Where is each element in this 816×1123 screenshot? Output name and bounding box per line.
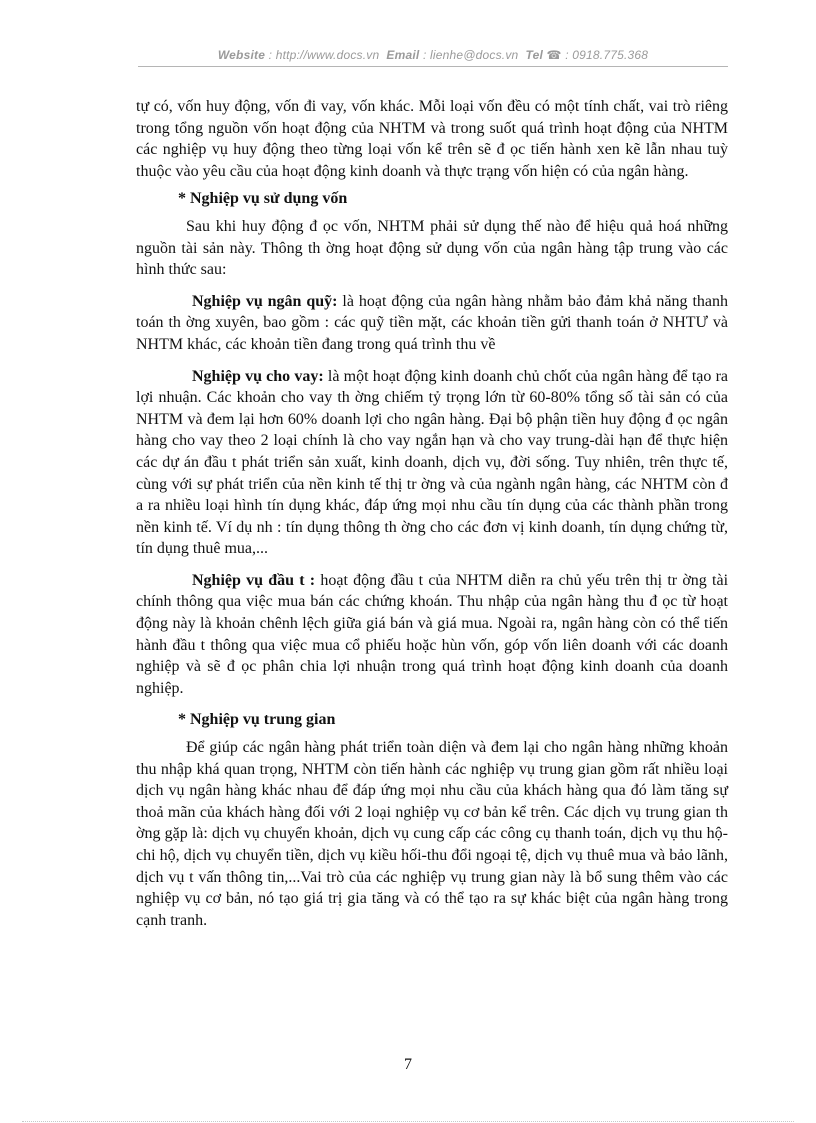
page-header — [138, 48, 728, 62]
treasury-title: Nghiệp vụ ngân quỹ: — [192, 292, 338, 310]
document-body — [136, 96, 728, 931]
paragraph-treasury — [136, 291, 728, 356]
lending-title: Nghiệp vụ cho vay: — [192, 367, 324, 385]
paragraph-investment — [136, 570, 728, 700]
header-divider — [138, 66, 728, 67]
paragraph-lending — [136, 366, 728, 560]
investment-title: Nghiệp vụ đầu t : — [192, 571, 316, 589]
website-value: : http://www.docs.vn — [268, 48, 380, 62]
tel-label: Tel — [525, 48, 543, 62]
treasury-text: là hoạt động của ngân hàng nhằm bảo đảm khả năng thanh toán th ờng xuyên, bao gồm : các quỹ tiền mặt, các khoản tiền gửi thanh toán ở NHTƯ và NHTM khác, các khoản tiền đang trong quá trình thu về — [136, 292, 728, 353]
paragraph-capital-use: Sau khi huy động đ ọc vốn, NHTM phải sử dụng thế nào để hiệu quả hoá những nguồn tài sản này. Thông th ờng hoạt động sử dụng vốn của ngân hàng tập trung vào các hình thức sau: — [136, 217, 728, 279]
paragraph-intro: tự có, vốn huy động, vốn đi vay, vốn khác. Mỗi loại vốn đều có một tính chất, vai trò riêng trong tổng nguồn vốn hoạt động của NHTM và trong suốt quá trình hoạt động của NHTM các nghiệp vụ huy động theo từng loại vốn kể trên sẽ đ ọc tiến hành xen kẽ lẫn nhau tuỳ thuộc vào yêu cầu của hoạt động kinh doanh và thực trạng vốn hiện có của ngân hàng. — [136, 98, 728, 180]
email-label: Email — [386, 48, 420, 62]
investment-text: hoạt động đầu t của NHTM diễn ra chủ yếu trên thị tr ờng tài chính thông qua việc mua bán các chứng khoán. Thu nhập của ngân hàng thu đ ọc từ hoạt động này là khoản chênh lệch giữa giá bán và giá mua. Ngoài ra, ngân hàng còn có thể tiến hành đầu t thông qua việc mua cổ phiếu hoặc hùn vốn, góp vốn liên doanh với các doanh nghiệp và sẽ đ ọc phân chia lợi nhuận trong quá trình hoạt động kinh doanh của doanh nghiệp. — [136, 571, 729, 697]
footer-divider — [22, 1121, 794, 1122]
section-heading-intermediary: * Nghiệp vụ trung gian — [178, 711, 336, 729]
lending-text: là một hoạt động kinh doanh chủ chốt của ngân hàng để tạo ra lợi nhuận. Các khoản cho vay th ờng chiếm tỷ trọng lớn từ 60-80% tổng số tài sản có của NHTM và đem lại hơn 60% doanh lợi cho ngân hàng. Đại bộ phận tiền huy động đ ọc ngân hàng cho vay theo 2 loại chính là cho vay ngắn hạn và cho vay trung-dài hạn để thực hiện các dự án đầu t phát triển sản xuất, kinh doanh, dịch vụ, đời sống. Tuy nhiên, trên thực tế, cùng với sự phát triển của nền kinh tế thị tr ờng và của ngành ngân hàng, các NHTM còn đ a ra nhiều loại hình tín dụng khác, đáp ứng mọi nhu cầu tín dụng của các thành phần trong nền kinh tế. Ví dụ nh : tín dụng thông th ờng cho các đơn vị kinh doanh, tín dụng chứng từ, tín dụng thuê mua,... — [136, 367, 729, 558]
page-number: 7 — [404, 1056, 412, 1073]
tel-value: ☎ : 0918.775.368 — [546, 48, 649, 62]
section-heading-capital-use: * Nghiệp vụ sử dụng vốn — [178, 190, 348, 208]
website-label: Website — [217, 48, 266, 62]
paragraph-intermediary: Để giúp các ngân hàng phát triển toàn diện và đem lại cho ngân hàng những khoản thu nhập khá quan trọng, NHTM còn tiến hành các nghiệp vụ trung gian gồm rất nhiều loại dịch vụ ngân hàng khác nhau để đáp ứng mọi nhu cầu của khách hàng qua đó làm tăng sự thoả mãn của khách hàng đối với 2 loại nghiệp vụ cơ bản kể trên. Các dịch vụ trung gian th ờng gặp là: dịch vụ chuyển khoản, dịch vụ cung cấp các công cụ thanh toán, dịch vụ thu hộ-chi hộ, dịch vụ chuyển tiền, dịch vụ kiều hối-thu đổi ngoại tệ, dịch vụ thuê mua và bảo lãnh, dịch vụ t vấn thông tin,...Vai trò của các nghiệp vụ trung gian này là bổ sung thêm vào các nghiệp vụ cơ bản, nó tạo giá trị gia tăng và có thể tạo ra sự khác biệt của ngân hàng trong cạnh tranh. — [136, 739, 728, 929]
email-value: : lienhe@docs.vn — [422, 48, 519, 62]
